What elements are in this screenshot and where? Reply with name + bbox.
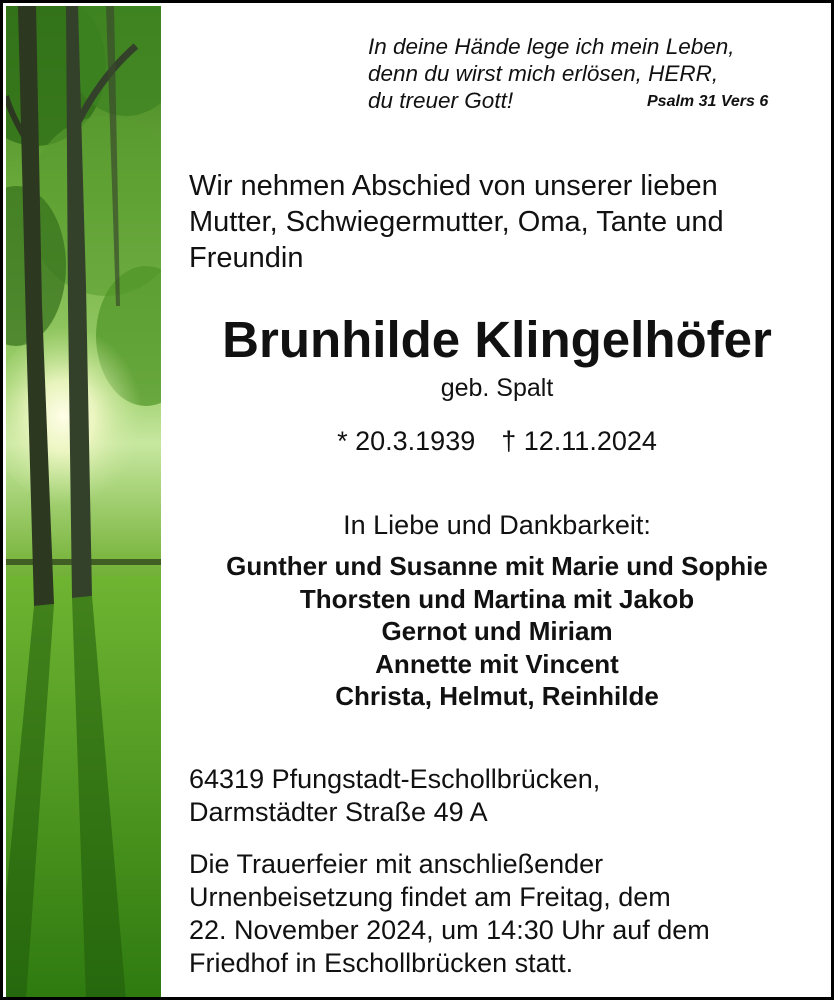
psalm-line: denn du wirst mich erlösen, HERR, xyxy=(368,61,719,86)
ceremony-line: 22. November 2024, um 14:30 Uhr auf dem xyxy=(189,915,710,945)
mourner-line: Gunther und Susanne mit Marie und Sophie xyxy=(226,551,768,581)
ceremony-line: Urnenbeisetzung findet am Freitag, dem xyxy=(189,882,671,912)
deceased-name: Brunhilde Klingelhöfer xyxy=(222,311,772,368)
life-dates xyxy=(163,424,831,458)
farewell-intro xyxy=(189,168,809,276)
mourner-line: Thorsten und Martina mit Jakob xyxy=(299,583,695,614)
family-address xyxy=(189,763,809,829)
address-line: Darmstädter Straße 49 A xyxy=(189,797,488,827)
intro-line: Freundin xyxy=(189,242,304,274)
forest-sunlight-photo xyxy=(6,6,161,1000)
psalm-line: du treuer Gott! xyxy=(368,88,514,113)
mourner-line: Christa, Helmut, Reinhilde xyxy=(335,681,659,711)
psalm-reference: Psalm 31 Vers 6 xyxy=(647,93,769,110)
mourner-line: Gernot und Miriam xyxy=(381,616,613,646)
intro-line: Wir nehmen Abschied von unserer lieben xyxy=(189,170,718,202)
mourners-list xyxy=(163,550,831,713)
funeral-ceremony-info xyxy=(189,848,819,980)
psalm-line: In deine Hände lege ich mein Leben, xyxy=(368,34,735,59)
address-line: 64319 Pfungstadt-Eschollbrücken, xyxy=(189,764,601,794)
death-date: † 12.11.2024 xyxy=(501,426,657,456)
birth-name: geb. Spalt xyxy=(440,374,554,402)
forest-trees-illustration xyxy=(6,6,161,1000)
ceremony-line: Friedhof in Eschollbrücken statt. xyxy=(189,948,574,978)
birth-date: * 20.3.1939 xyxy=(337,426,476,456)
intro-line: Mutter, Schwiegermutter, Oma, Tante und xyxy=(189,206,724,238)
ceremony-line: Die Trauerfeier mit anschließender xyxy=(189,849,604,879)
notice-text-area xyxy=(163,3,831,1000)
mourners-heading: In Liebe und Dankbarkeit: xyxy=(343,510,651,540)
mourner-line: Annette mit Vincent xyxy=(375,648,619,679)
